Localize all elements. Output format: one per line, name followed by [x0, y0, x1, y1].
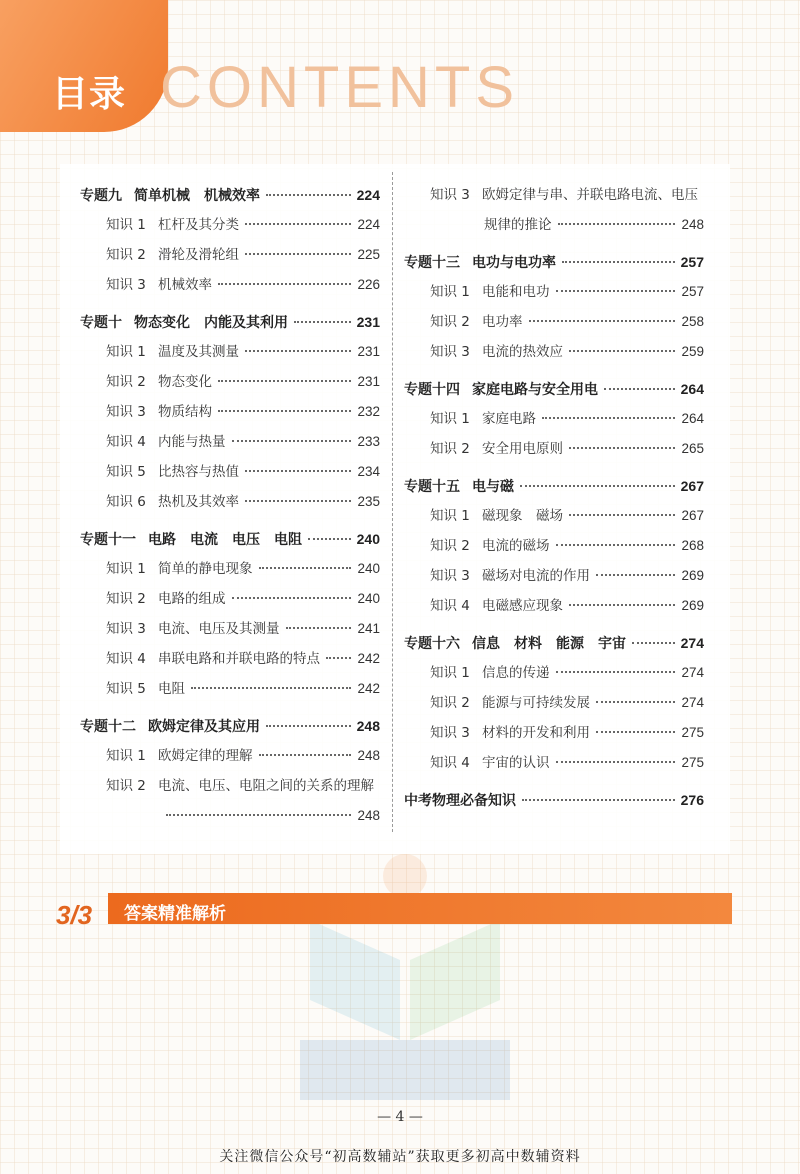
- toc-entry-row[interactable]: [80, 487, 380, 517]
- toc-page-number: 232: [357, 404, 380, 419]
- leader-dots: [245, 500, 351, 502]
- leader-dots: [232, 597, 352, 599]
- leader-dots: [569, 447, 675, 449]
- toc-label: 知识 1: [430, 508, 470, 524]
- toc-title: 电路 电流 电压 电阻: [148, 532, 302, 548]
- toc-label: 知识 1: [430, 411, 470, 427]
- toc-label: 知识 1: [106, 748, 146, 764]
- toc-page-number: 276: [680, 792, 704, 808]
- toc-right-column: [404, 180, 704, 815]
- watermark-logo-icon: [300, 840, 510, 1100]
- toc-page-number: 231: [356, 314, 380, 330]
- toc-entry-row[interactable]: [80, 644, 380, 674]
- toc-page-number: 231: [357, 344, 380, 359]
- leader-dots: [558, 223, 676, 225]
- toc-left-column: [80, 180, 380, 831]
- toc-label: 知识 2: [430, 314, 470, 330]
- toc-title: 安全用电原则: [482, 441, 563, 457]
- toc-topic-row[interactable]: [404, 247, 704, 277]
- toc-title: 物态变化: [158, 374, 212, 390]
- toc-label: 专题十三: [404, 255, 460, 271]
- toc-label: 专题十二: [80, 719, 136, 735]
- toc-label: 知识 3: [430, 187, 470, 203]
- toc-entry-row[interactable]: [80, 397, 380, 427]
- page-number: — 4 —: [377, 1109, 423, 1125]
- toc-page-number: 267: [680, 478, 704, 494]
- toc-page-number: 248: [356, 718, 380, 734]
- toc-entry-row[interactable]: [404, 337, 704, 367]
- toc-label: 知识 4: [106, 651, 146, 667]
- contents-heading: CONTENTS: [160, 55, 519, 120]
- toc-entry-row[interactable]: [80, 771, 380, 801]
- toc-title: 温度及其测量: [158, 344, 239, 360]
- leader-dots: [266, 194, 351, 196]
- answer-section-badge: 3/3: [56, 900, 93, 930]
- toc-page-number: 234: [357, 464, 380, 479]
- leader-dots: [529, 320, 676, 322]
- leader-dots: [166, 814, 351, 816]
- leader-dots: [604, 388, 675, 390]
- toc-title: 磁场对电流的作用: [482, 568, 590, 584]
- toc-topic-row[interactable]: [80, 524, 380, 554]
- toc-entry-row[interactable]: [80, 741, 380, 771]
- toc-title: 电功与电功率: [472, 255, 556, 271]
- toc-page-number: 258: [681, 314, 704, 329]
- toc-title: 磁现象 磁场: [482, 508, 563, 524]
- toc-entry-row[interactable]: [404, 748, 704, 778]
- leader-dots: [245, 253, 351, 255]
- toc-entry-row[interactable]: [404, 718, 704, 748]
- leader-dots: [259, 567, 352, 569]
- toc-page-number: 274: [680, 635, 704, 651]
- toc-label: 知识 1: [106, 217, 146, 233]
- leader-dots: [218, 380, 351, 382]
- leader-dots: [286, 627, 352, 629]
- toc-entry-row[interactable]: [404, 531, 704, 561]
- toc-page-number: 269: [681, 568, 704, 583]
- leader-dots: [245, 350, 351, 352]
- leader-dots: [569, 350, 675, 352]
- toc-title: 材料的开发和利用: [482, 725, 590, 741]
- toc-topic-row[interactable]: [404, 374, 704, 404]
- leader-dots: [191, 687, 351, 689]
- toc-title: 串联电路和并联电路的特点: [158, 651, 320, 667]
- toc-title: 欧姆定律及其应用: [148, 719, 260, 735]
- toc-label: 知识 2: [106, 374, 146, 390]
- leader-dots: [556, 761, 676, 763]
- leader-dots: [218, 410, 351, 412]
- toc-title: 电功率: [482, 314, 523, 330]
- toc-entry-row[interactable]: [404, 210, 704, 240]
- toc-entry-row[interactable]: [404, 561, 704, 591]
- toc-page-number: 233: [357, 434, 380, 449]
- toc-page-number: 242: [357, 681, 380, 696]
- toc-title: 规律的推论: [484, 217, 552, 233]
- toc-entry-row[interactable]: [80, 614, 380, 644]
- toc-page-number: 257: [681, 284, 704, 299]
- toc-title: 电阻: [158, 681, 185, 697]
- toc-title: 电与磁: [472, 479, 514, 495]
- toc-label: 知识 4: [430, 755, 470, 771]
- toc-label: 知识 2: [430, 695, 470, 711]
- toc-label: 知识 3: [106, 277, 146, 293]
- toc-topic-row[interactable]: [80, 711, 380, 741]
- toc-page-number: 257: [680, 254, 704, 270]
- page-title: 目录: [52, 74, 127, 115]
- toc-title: 信息的传递: [482, 665, 550, 681]
- toc-title: 简单机械 机械效率: [134, 188, 260, 204]
- toc-label: 知识 5: [106, 681, 146, 697]
- toc-page-number: 224: [357, 217, 380, 232]
- toc-label: 知识 1: [106, 561, 146, 577]
- leader-dots: [520, 485, 675, 487]
- toc-label: 知识 2: [430, 441, 470, 457]
- toc-page-number: 248: [357, 748, 380, 763]
- toc-label: 知识 1: [430, 284, 470, 300]
- toc-title: 能源与可持续发展: [482, 695, 590, 711]
- toc-page-number: 225: [357, 247, 380, 262]
- toc-page-number: 269: [681, 598, 704, 613]
- toc-page-number: 275: [681, 725, 704, 740]
- toc-entry-row[interactable]: [404, 277, 704, 307]
- toc-label: 知识 2: [106, 591, 146, 607]
- toc-title: 欧姆定律的理解: [158, 748, 253, 764]
- toc-title: 物质结构: [158, 404, 212, 420]
- toc-entry-row[interactable]: [80, 337, 380, 367]
- toc-page-number: 264: [681, 411, 704, 426]
- toc-entry-row[interactable]: [404, 434, 704, 464]
- toc-title: 电能和电功: [482, 284, 550, 300]
- toc-entry-row[interactable]: [80, 367, 380, 397]
- toc-page-number: 224: [356, 187, 380, 203]
- toc-label: 知识 3: [106, 404, 146, 420]
- toc-entry-row[interactable]: [404, 658, 704, 688]
- toc-title: 电流、电压、电阻之间的关系的理解: [158, 778, 374, 794]
- toc-title: 物态变化 内能及其利用: [134, 315, 288, 331]
- toc-entry-row[interactable]: [80, 801, 380, 831]
- toc-entry-row[interactable]: [80, 584, 380, 614]
- toc-label: 知识 2: [106, 778, 146, 794]
- toc-entry-row[interactable]: [80, 210, 380, 240]
- toc-title: 欧姆定律与串、并联电路电流、电压: [482, 187, 698, 203]
- toc-page-number: 235: [357, 494, 380, 509]
- toc-label: 知识 3: [430, 725, 470, 741]
- toc-entry-row[interactable]: [80, 457, 380, 487]
- leader-dots: [556, 671, 676, 673]
- toc-title: 家庭电路与安全用电: [472, 382, 598, 398]
- answer-section-title: 答案精准解析: [124, 904, 226, 924]
- leader-dots: [556, 290, 676, 292]
- toc-entry-row[interactable]: [80, 427, 380, 457]
- toc-title: 电流的热效应: [482, 344, 563, 360]
- leader-dots: [596, 701, 675, 703]
- toc-title: 机械效率: [158, 277, 212, 293]
- leader-dots: [232, 440, 352, 442]
- toc-label: 知识 3: [430, 568, 470, 584]
- toc-title: 比热容与热值: [158, 464, 239, 480]
- leader-dots: [632, 642, 675, 644]
- toc-entry-row[interactable]: [80, 240, 380, 270]
- toc-entry-row[interactable]: [404, 307, 704, 337]
- toc-topic-row[interactable]: [404, 785, 704, 815]
- toc-page-number: 240: [357, 591, 380, 606]
- toc-label: 知识 3: [106, 621, 146, 637]
- toc-topic-row[interactable]: [80, 307, 380, 337]
- toc-entry-row[interactable]: [404, 688, 704, 718]
- leader-dots: [308, 538, 351, 540]
- toc-label: 专题九: [80, 188, 122, 204]
- toc-page-number: 267: [681, 508, 704, 523]
- toc-title: 电磁感应现象: [482, 598, 563, 614]
- toc-topic-row[interactable]: [80, 180, 380, 210]
- toc-label: 知识 4: [430, 598, 470, 614]
- leader-dots: [294, 321, 351, 323]
- leader-dots: [326, 657, 351, 659]
- toc-label: 知识 2: [430, 538, 470, 554]
- toc-page-number: 242: [357, 651, 380, 666]
- toc-title: 内能与热量: [158, 434, 226, 450]
- toc-title: 热机及其效率: [158, 494, 239, 510]
- toc-label: 专题十一: [80, 532, 136, 548]
- leader-dots: [266, 725, 351, 727]
- leader-dots: [556, 544, 676, 546]
- leader-dots: [569, 604, 675, 606]
- toc-label: 知识 3: [430, 344, 470, 360]
- toc-page-number: 240: [357, 561, 380, 576]
- toc-label: 知识 5: [106, 464, 146, 480]
- toc-label: 知识 2: [106, 247, 146, 263]
- leader-dots: [522, 799, 675, 801]
- toc-title: 简单的静电现象: [158, 561, 253, 577]
- column-divider: [392, 172, 393, 832]
- toc-page-number: 265: [681, 441, 704, 456]
- toc-entry-row[interactable]: [404, 180, 704, 210]
- toc-page-number: 241: [357, 621, 380, 636]
- toc-page-number: 275: [681, 755, 704, 770]
- leader-dots: [245, 470, 351, 472]
- leader-dots: [596, 574, 675, 576]
- toc-entry-row[interactable]: [404, 404, 704, 434]
- toc-entry-row[interactable]: [80, 674, 380, 704]
- toc-page-number: 248: [681, 217, 704, 232]
- footer-note: 关注微信公众号“初高数辅站”获取更多初高中数辅资料: [219, 1149, 581, 1165]
- toc-entry-row[interactable]: [404, 501, 704, 531]
- toc-page-number: 248: [357, 808, 380, 823]
- toc-entry-row[interactable]: [80, 270, 380, 300]
- toc-label: 知识 1: [430, 665, 470, 681]
- leader-dots: [562, 261, 675, 263]
- toc-label: 知识 1: [106, 344, 146, 360]
- toc-page-number: 240: [356, 531, 380, 547]
- toc-title: 电流的磁场: [482, 538, 550, 554]
- toc-entry-row[interactable]: [80, 554, 380, 584]
- toc-title: 信息 材料 能源 宇宙: [472, 636, 626, 652]
- toc-page-number: 259: [681, 344, 704, 359]
- leader-dots: [259, 754, 352, 756]
- leader-dots: [245, 223, 351, 225]
- toc-topic-row[interactable]: [404, 628, 704, 658]
- leader-dots: [218, 283, 351, 285]
- toc-title: 滑轮及滑轮组: [158, 247, 239, 263]
- leader-dots: [596, 731, 675, 733]
- toc-label: 专题十六: [404, 636, 460, 652]
- toc-title: 中考物理必备知识: [404, 793, 516, 809]
- toc-title: 家庭电路: [482, 411, 536, 427]
- toc-label: 专题十五: [404, 479, 460, 495]
- toc-label: 知识 6: [106, 494, 146, 510]
- toc-page-number: 231: [357, 374, 380, 389]
- toc-title: 电路的组成: [158, 591, 226, 607]
- toc-topic-row[interactable]: [404, 471, 704, 501]
- toc-label: 专题十: [80, 315, 122, 331]
- toc-label: 知识 4: [106, 434, 146, 450]
- toc-page-number: 226: [357, 277, 380, 292]
- toc-page-number: 274: [681, 665, 704, 680]
- toc-title: 杠杆及其分类: [158, 217, 239, 233]
- toc-label: 专题十四: [404, 382, 460, 398]
- leader-dots: [569, 514, 675, 516]
- toc-title: 电流、电压及其测量: [158, 621, 280, 637]
- toc-entry-row[interactable]: [404, 591, 704, 621]
- toc-title: 宇宙的认识: [482, 755, 550, 771]
- leader-dots: [542, 417, 675, 419]
- toc-page-number: 274: [681, 695, 704, 710]
- toc-page-number: 264: [680, 381, 704, 397]
- toc-page-number: 268: [681, 538, 704, 553]
